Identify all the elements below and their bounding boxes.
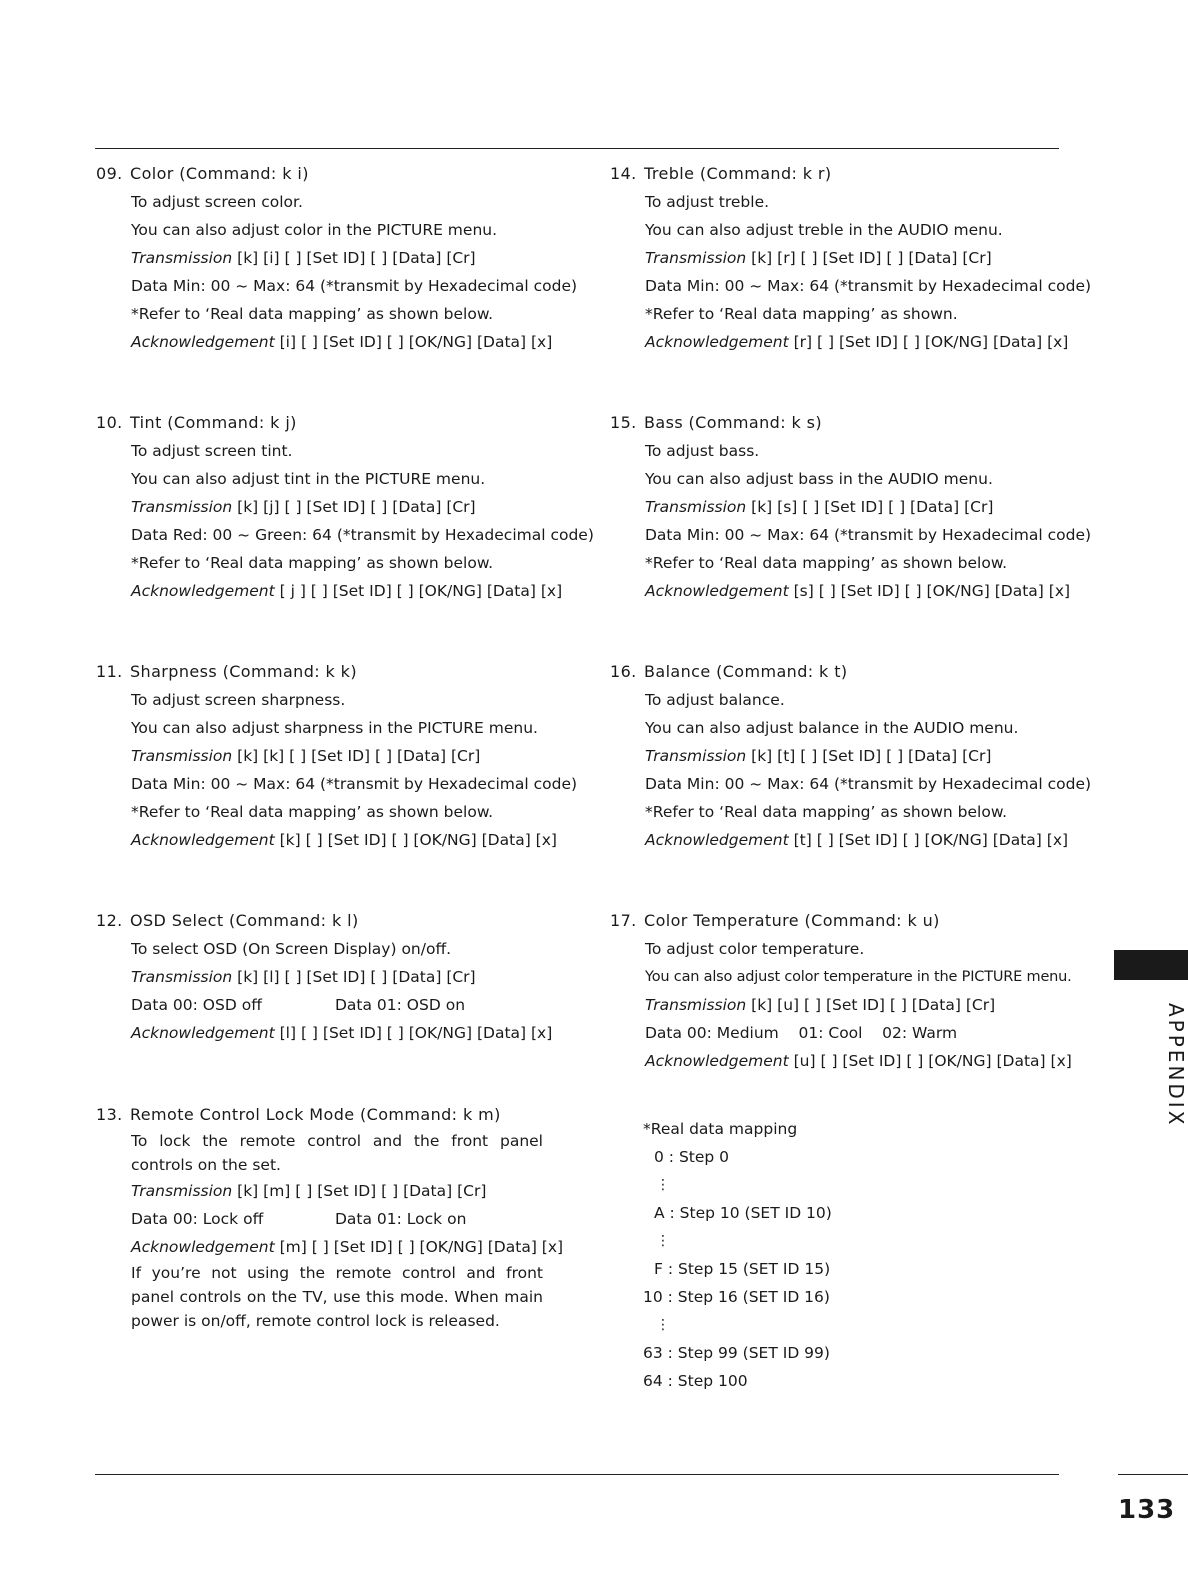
acknowledgement-label: Acknowledgement — [645, 831, 789, 849]
section-number: 11. — [96, 662, 123, 681]
section-bass — [610, 409, 1100, 605]
menu-note: You can also adjust bass in the AUDIO menu. — [645, 470, 993, 488]
mapping-row: A : Step 10 (SET ID 10) — [654, 1204, 832, 1222]
acknowledgement-line — [131, 328, 586, 356]
appendix-tab-marker — [1114, 950, 1188, 980]
description: To adjust screen color. — [131, 193, 303, 211]
data-values: Data 00: Medium 01: Cool 02: Warm — [645, 1024, 958, 1042]
section-number: 16. — [610, 662, 637, 681]
section-number: 17. — [610, 911, 637, 930]
transmission-value: [k] [i] [ ] [Set ID] [ ] [Data] [Cr] — [237, 249, 476, 267]
acknowledgement-line — [645, 1047, 1100, 1075]
menu-note: You can also adjust tint in the PICTURE menu. — [131, 470, 486, 488]
transmission-label: Transmission — [645, 249, 747, 267]
transmission-line — [645, 742, 1100, 770]
acknowledgement-label: Acknowledgement — [131, 582, 275, 600]
acknowledgement-value: [l] [ ] [Set ID] [ ] [OK/NG] [Data] [x] — [279, 1024, 553, 1042]
data-range: Data Min: 00 ~ Max: 64 (*transmit by Hexadecimal code) — [645, 277, 1092, 295]
menu-note: You can also adjust color temperature in the PICTURE menu. — [645, 969, 1072, 985]
acknowledgement-label: Acknowledgement — [645, 1052, 789, 1070]
transmission-line — [131, 493, 586, 521]
acknowledgement-value: [k] [ ] [Set ID] [ ] [OK/NG] [Data] [x] — [279, 831, 557, 849]
transmission-label: Transmission — [131, 968, 233, 986]
data-on: Data 01: Lock on — [335, 1210, 467, 1228]
menu-note: You can also adjust sharpness in the PICTURE menu. — [131, 719, 538, 737]
acknowledgement-label: Acknowledgement — [131, 1238, 275, 1256]
mapping-row: 64 : Step 100 — [643, 1372, 748, 1390]
description: To adjust bass. — [645, 442, 760, 460]
description: To adjust balance. — [645, 691, 785, 709]
transmission-label: Transmission — [131, 498, 233, 516]
data-on: Data 01: OSD on — [335, 996, 466, 1014]
section-title: OSD Select (Command: k l) — [130, 911, 359, 930]
acknowledgement-label: Acknowledgement — [645, 333, 789, 351]
transmission-line — [645, 493, 1100, 521]
transmission-line — [645, 244, 1100, 272]
transmission-label: Transmission — [645, 996, 747, 1014]
acknowledgement-line — [645, 328, 1100, 356]
section-title: Color (Command: k i) — [130, 164, 309, 183]
section-sharpness — [96, 658, 586, 854]
section-heading — [96, 907, 586, 935]
acknowledgement-line — [131, 577, 586, 605]
menu-note: You can also adjust color in the PICTURE menu. — [131, 221, 498, 239]
refer-note: *Refer to ‘Real data mapping’ as shown below. — [131, 305, 494, 323]
acknowledgement-value: [i] [ ] [Set ID] [ ] [OK/NG] [Data] [x] — [279, 333, 553, 351]
data-off: Data 00: Lock off — [131, 1210, 264, 1228]
acknowledgement-label: Acknowledgement — [131, 831, 275, 849]
section-remote-lock — [96, 1101, 586, 1333]
transmission-label: Transmission — [131, 249, 233, 267]
transmission-value: [k] [r] [ ] [Set ID] [ ] [Data] [Cr] — [751, 249, 992, 267]
mapping-row: 10 : Step 16 (SET ID 16) — [643, 1288, 830, 1306]
ellipsis-icon: ⋮ — [656, 1317, 670, 1333]
refer-note: *Refer to ‘Real data mapping’ as shown below. — [131, 554, 494, 572]
section-number: 12. — [96, 911, 123, 930]
transmission-value: [k] [u] [ ] [Set ID] [ ] [Data] [Cr] — [751, 996, 996, 1014]
description: To lock the remote control and the front panel controls on the set. — [131, 1132, 543, 1174]
section-color — [96, 160, 586, 356]
section-heading — [610, 907, 1100, 935]
transmission-line — [131, 1177, 586, 1205]
mapping-title: *Real data mapping — [643, 1120, 798, 1138]
data-range: Data Red: 00 ~ Green: 64 (*transmit by Hexadecimal code) — [131, 526, 594, 544]
transmission-line — [131, 742, 586, 770]
data-off: Data 00: OSD off — [131, 996, 262, 1014]
section-title: Sharpness (Command: k k) — [130, 662, 357, 681]
acknowledgement-line — [131, 1233, 586, 1261]
transmission-label: Transmission — [645, 747, 747, 765]
transmission-value: [k] [t] [ ] [Set ID] [ ] [Data] [Cr] — [751, 747, 992, 765]
transmission-line — [131, 244, 586, 272]
section-title: Bass (Command: k s) — [644, 413, 823, 432]
section-heading — [610, 409, 1100, 437]
section-number: 14. — [610, 164, 637, 183]
acknowledgement-value: [m] [ ] [Set ID] [ ] [OK/NG] [Data] [x] — [279, 1238, 564, 1256]
section-number: 13. — [96, 1105, 123, 1124]
page-number: 133 — [1118, 1495, 1176, 1525]
acknowledgement-value: [u] [ ] [Set ID] [ ] [OK/NG] [Data] [x] — [793, 1052, 1072, 1070]
data-range: Data Min: 00 ~ Max: 64 (*transmit by Hexadecimal code) — [645, 526, 1092, 544]
transmission-value: [k] [j] [ ] [Set ID] [ ] [Data] [Cr] — [237, 498, 476, 516]
transmission-value: [k] [k] [ ] [Set ID] [ ] [Data] [Cr] — [237, 747, 481, 765]
ellipsis-icon: ⋮ — [656, 1233, 670, 1249]
data-values — [131, 1205, 586, 1233]
real-data-mapping — [643, 1115, 832, 1395]
acknowledgement-value: [r] [ ] [Set ID] [ ] [OK/NG] [Data] [x] — [793, 333, 1069, 351]
transmission-value: [k] [s] [ ] [Set ID] [ ] [Data] [Cr] — [751, 498, 994, 516]
refer-note: *Refer to ‘Real data mapping’ as shown below. — [131, 803, 494, 821]
transmission-line — [645, 991, 1100, 1019]
refer-note: *Refer to ‘Real data mapping’ as shown. — [645, 305, 958, 323]
acknowledgement-value: [ j ] [ ] [Set ID] [ ] [OK/NG] [Data] [x] — [279, 582, 563, 600]
acknowledgement-line — [645, 577, 1100, 605]
section-heading — [96, 409, 586, 437]
section-title: Tint (Command: k j) — [130, 413, 297, 432]
transmission-label: Transmission — [131, 747, 233, 765]
section-title: Remote Control Lock Mode (Command: k m) — [130, 1105, 501, 1124]
section-tint — [96, 409, 594, 605]
usage-note: If you’re not using the remote control and front panel controls on the TV, use this mode. When main power is on/off, remote control lock is released. — [131, 1264, 543, 1330]
appendix-side-label: APPENDIX — [1164, 1002, 1188, 1128]
section-balance — [610, 658, 1100, 854]
section-title: Balance (Command: k t) — [644, 662, 848, 681]
transmission-value: [k] [l] [ ] [Set ID] [ ] [Data] [Cr] — [237, 968, 476, 986]
acknowledgement-label: Acknowledgement — [131, 333, 275, 351]
section-number: 09. — [96, 164, 123, 183]
section-heading — [610, 658, 1100, 686]
description: To adjust treble. — [645, 193, 770, 211]
data-range: Data Min: 00 ~ Max: 64 (*transmit by Hexadecimal code) — [131, 277, 578, 295]
menu-note: You can also adjust treble in the AUDIO menu. — [645, 221, 1003, 239]
data-values — [131, 991, 586, 1019]
description: To select OSD (On Screen Display) on/off. — [131, 940, 452, 958]
section-heading — [610, 160, 1100, 188]
transmission-value: [k] [m] [ ] [Set ID] [ ] [Data] [Cr] — [237, 1182, 487, 1200]
acknowledgement-value: [s] [ ] [Set ID] [ ] [OK/NG] [Data] [x] — [793, 582, 1071, 600]
mapping-row: F : Step 15 (SET ID 15) — [654, 1260, 831, 1278]
section-title: Treble (Command: k r) — [644, 164, 832, 183]
section-number: 15. — [610, 413, 637, 432]
description: To adjust screen tint. — [131, 442, 293, 460]
data-range: Data Min: 00 ~ Max: 64 (*transmit by Hexadecimal code) — [645, 775, 1092, 793]
section-treble — [610, 160, 1100, 356]
acknowledgement-line — [645, 826, 1100, 854]
mapping-row: 0 : Step 0 — [654, 1148, 730, 1166]
acknowledgement-line — [131, 826, 586, 854]
menu-note: You can also adjust balance in the AUDIO menu. — [645, 719, 1019, 737]
transmission-label: Transmission — [645, 498, 747, 516]
section-number: 10. — [96, 413, 123, 432]
section-title: Color Temperature (Command: k u) — [644, 911, 940, 930]
section-color-temperature — [610, 907, 1100, 1075]
acknowledgement-value: [t] [ ] [Set ID] [ ] [OK/NG] [Data] [x] — [793, 831, 1069, 849]
acknowledgement-label: Acknowledgement — [131, 1024, 275, 1042]
mapping-row: 63 : Step 99 (SET ID 99) — [643, 1344, 830, 1362]
section-heading — [96, 658, 586, 686]
description: To adjust screen sharpness. — [131, 691, 346, 709]
ellipsis-icon: ⋮ — [656, 1177, 670, 1193]
section-heading — [96, 160, 586, 188]
transmission-label: Transmission — [131, 1182, 233, 1200]
top-rule — [95, 148, 1059, 149]
description: To adjust color temperature. — [645, 940, 865, 958]
transmission-line — [131, 963, 586, 991]
acknowledgement-line — [131, 1019, 586, 1047]
refer-note: *Refer to ‘Real data mapping’ as shown below. — [645, 554, 1008, 572]
acknowledgement-label: Acknowledgement — [645, 582, 789, 600]
section-osd-select — [96, 907, 586, 1047]
section-heading — [96, 1101, 586, 1129]
bottom-rule — [95, 1474, 1059, 1475]
data-range: Data Min: 00 ~ Max: 64 (*transmit by Hexadecimal code) — [131, 775, 578, 793]
refer-note: *Refer to ‘Real data mapping’ as shown below. — [645, 803, 1008, 821]
page-number-rule — [1118, 1474, 1188, 1475]
